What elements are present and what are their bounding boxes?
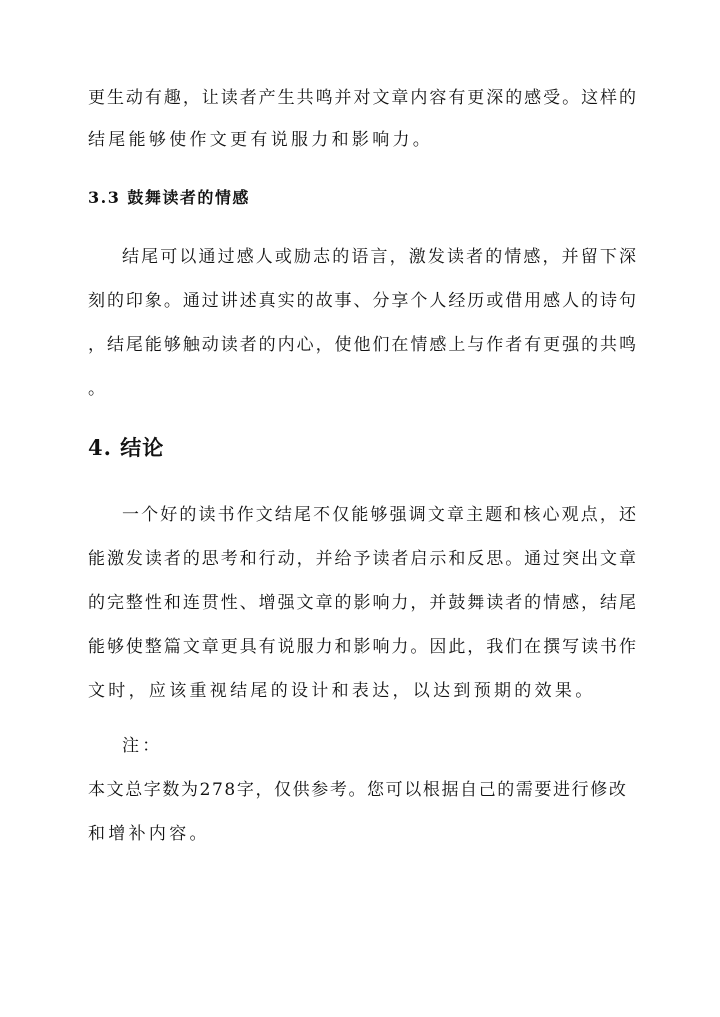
paragraph-line: 结尾可以通过感人或励志的语言，激发读者的情感，并留下深 <box>122 247 636 267</box>
paragraph-line: 结尾能够使作文更有说服力和影响力。 <box>88 130 434 150</box>
paragraph-line: 一个好的读书作文结尾不仅能够强调文章主题和核心观点，还 <box>122 505 636 525</box>
note-line: 和增补内容。 <box>88 824 210 844</box>
paragraph-line: 能够使整篇文章更具有说服力和影响力。因此，我们在撰写读书作 <box>88 637 636 657</box>
paragraph-line: 能激发读者的思考和行动，并给予读者启示和反思。通过突出文章 <box>88 549 636 569</box>
section-heading-3-3: 3.3 鼓舞读者的情感 <box>88 188 250 207</box>
paragraph-line: 刻的印象。通过讲述真实的故事、分享个人经历或借用感人的诗句 <box>88 291 636 311</box>
paragraph-line: ，结尾能够触动读者的内心，使他们在情感上与作者有更强的共鸣 <box>88 335 636 355</box>
paragraph-line: 的完整性和连贯性、增强文章的影响力，并鼓舞读者的情感，结尾 <box>88 593 636 613</box>
section-heading-4: 4. 结论 <box>88 435 165 460</box>
note-label: 注： <box>122 736 163 756</box>
paragraph-line: 更生动有趣，让读者产生共鸣并对文章内容有更深的感受。这样的 <box>88 88 636 108</box>
note-line: 本文总字数为278字，仅供参考。您可以根据自己的需要进行修改 <box>88 780 628 800</box>
paragraph-line: 。 <box>88 379 109 399</box>
paragraph-line: 文时，应该重视结尾的设计和表达，以达到预期的效果。 <box>88 681 596 701</box>
